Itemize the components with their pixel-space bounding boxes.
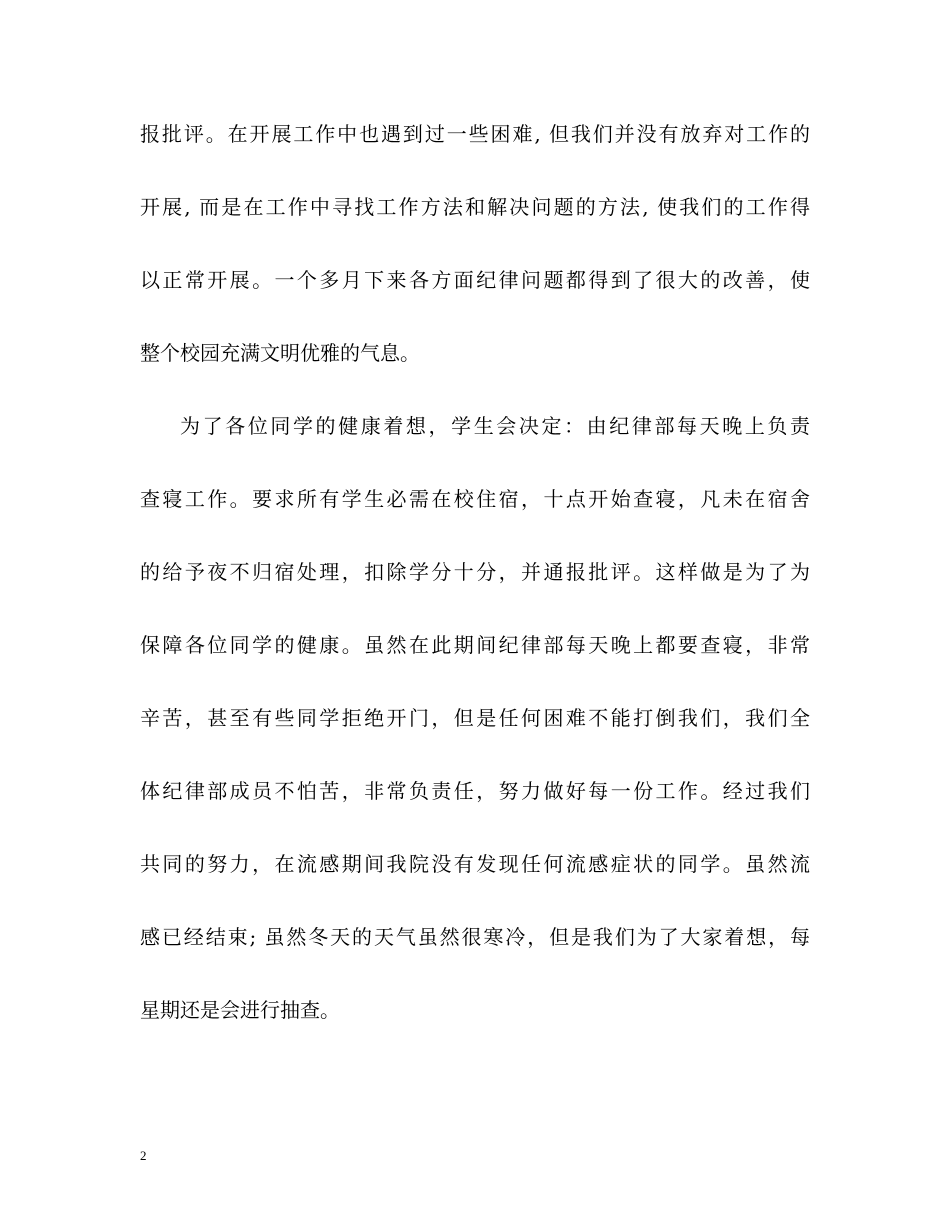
text-line: 报批评。在开展工作中也遇到过一些困难, 但我们并没有放弃对工作的 xyxy=(140,122,810,146)
text-line: 为了各位同学的健康着想，学生会决定：由纪律部每天晚上负责 xyxy=(180,414,810,438)
text-line: 保障各位同学的健康。虽然在此期间纪律部每天晚上都要查寝，非常 xyxy=(140,633,810,657)
text-line: 星期还是会进行抽查。 xyxy=(140,998,340,1022)
text-line: 辛苦，甚至有些同学拒绝开门，但是任何困难不能打倒我们，我们全 xyxy=(140,706,810,730)
document-body xyxy=(140,124,810,1073)
paragraph-1 xyxy=(140,124,810,363)
text-line: 整个校园充满文明优雅的气息。 xyxy=(140,341,420,365)
text-line: 以正常开展。一个多月下来各方面纪律问题都得到了很大的改善，使 xyxy=(140,268,810,292)
paragraph-2 xyxy=(140,416,810,1020)
page-number: 2 xyxy=(140,1148,147,1163)
text-line: 的给予夜不归宿处理，扣除学分十分，并通报批评。这样做是为了为 xyxy=(140,560,810,584)
text-line: 感已经结束; 虽然冬天的天气虽然很寒冷，但是我们为了大家着想，每 xyxy=(140,925,810,949)
text-line: 查寝工作。要求所有学生必需在校住宿，十点开始查寝，凡未在宿舍 xyxy=(140,487,810,511)
text-line: 共同的努力，在流感期间我院没有发现任何流感症状的同学。虽然流 xyxy=(140,852,810,876)
text-line: 开展, 而是在工作中寻找工作方法和解决问题的方法, 使我们的工作得 xyxy=(140,195,810,219)
text-line: 体纪律部成员不怕苦，非常负责任，努力做好每一份工作。经过我们 xyxy=(140,779,810,803)
